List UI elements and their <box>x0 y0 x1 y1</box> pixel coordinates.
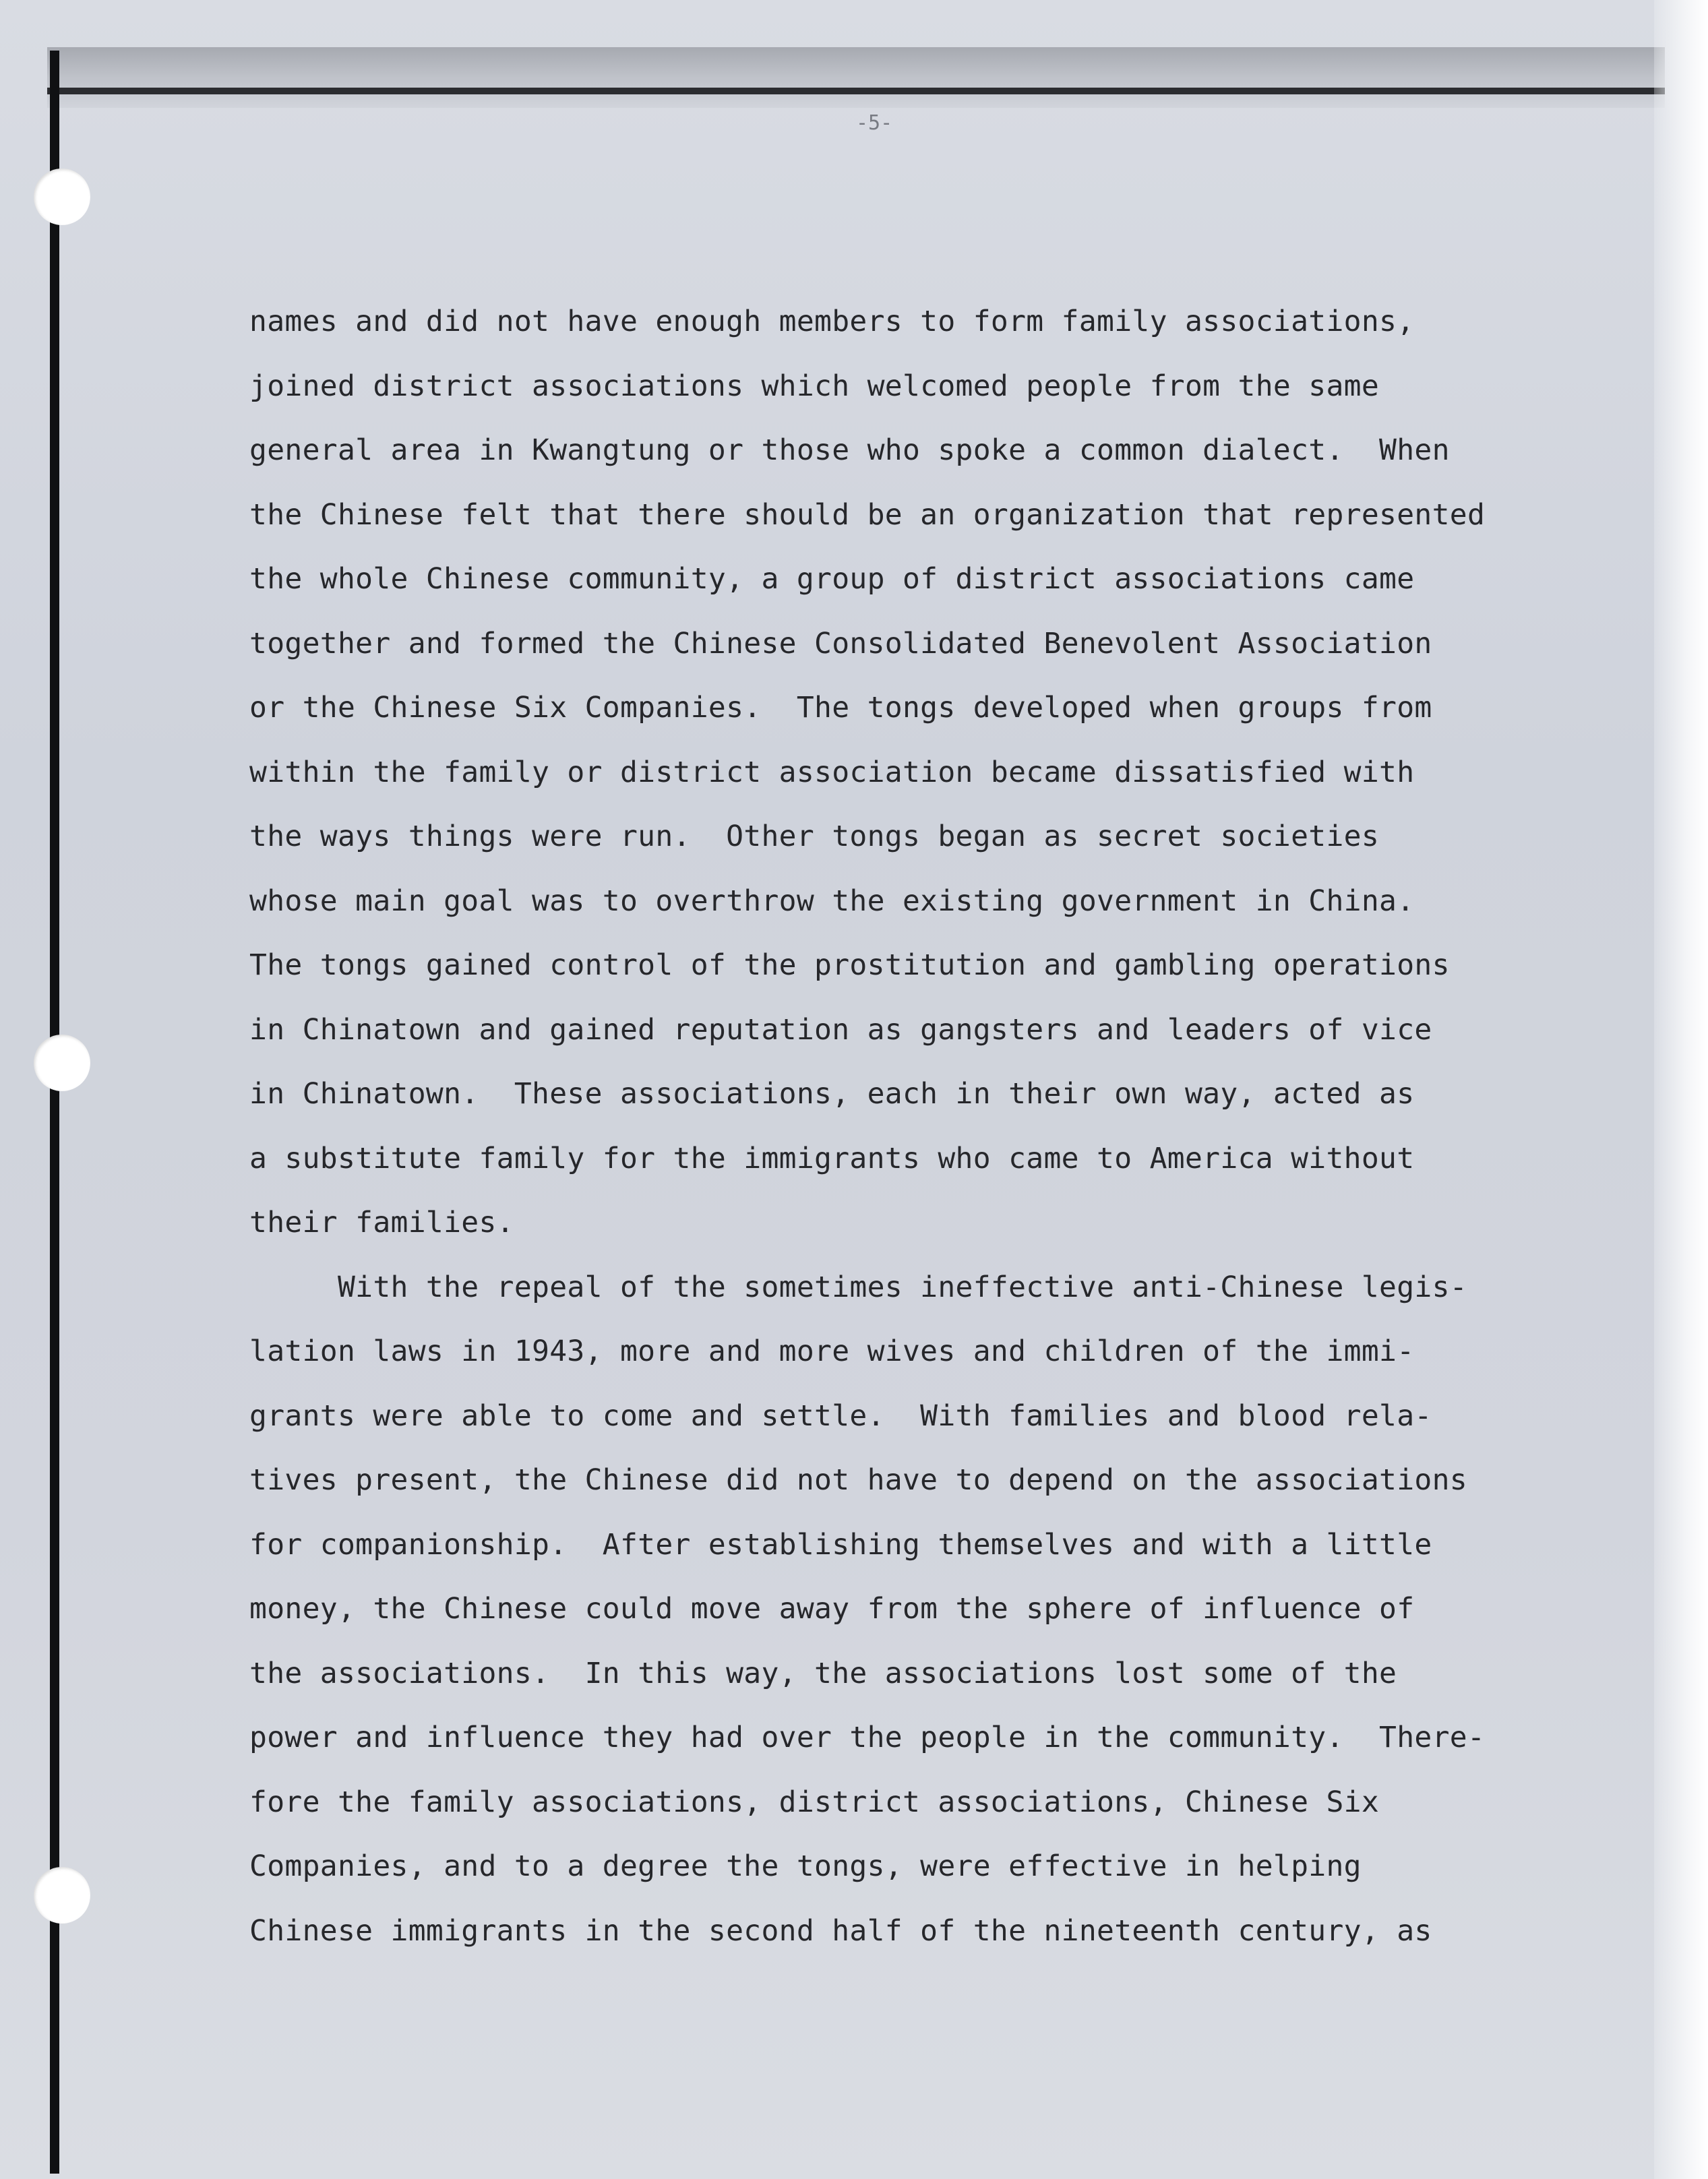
left-binding-edge <box>50 51 59 2174</box>
text-line: for companionship. After establishing themselves and with a little <box>249 1527 1432 1562</box>
text-line: names and did not have enough members to form family associations, <box>249 305 1415 338</box>
text-line: fore the family associations, district associations, Chinese Six <box>249 1785 1380 1819</box>
body-text <box>249 290 1631 1963</box>
text-line: money, the Chinese could move away from the sphere of influence of <box>249 1592 1415 1626</box>
text-line: grants were able to come and settle. With families and blood rela- <box>249 1399 1432 1433</box>
text-line: the ways things were run. Other tongs began as secret societies <box>249 820 1380 853</box>
text-line: joined district associations which welcomed people from the same <box>249 369 1380 403</box>
text-line: With the repeal of the sometimes ineffective anti-Chinese legis- <box>249 1270 1467 1304</box>
paper-right-edge <box>1654 0 1708 2179</box>
text-line: their families. <box>249 1206 514 1239</box>
text-line: general area in Kwangtung or those who spoke a common dialect. When <box>249 433 1450 467</box>
text-line: a substitute family for the immigrants who came to America without <box>249 1141 1415 1175</box>
text-line: in Chinatown and gained reputation as gangsters and leaders of vice <box>249 1012 1432 1047</box>
text-line: or the Chinese Six Companies. The tongs developed when groups from <box>249 691 1432 725</box>
text-line: tives present, the Chinese did not have to depend on the associations <box>249 1463 1467 1497</box>
text-line: within the family or district association became dissatisfied with <box>249 755 1415 789</box>
text-line: The tongs gained control of the prostitution and gambling operations <box>249 948 1450 982</box>
page-number: -5- <box>856 111 893 135</box>
text-line: the whole Chinese community, a group of district associations came <box>249 562 1415 596</box>
text-line: the Chinese felt that there should be an organization that represented <box>249 497 1486 532</box>
text-line: Chinese immigrants in the second half of the nineteenth century, as <box>249 1913 1432 1948</box>
text-line: the associations. In this way, the associations lost some of the <box>249 1656 1397 1690</box>
top-rule <box>47 88 1665 94</box>
text-line: in Chinatown. These associations, each in their own way, acted as <box>249 1077 1415 1111</box>
text-line: together and formed the Chinese Consolidated Benevolent Association <box>249 626 1432 661</box>
punch-hole-middle <box>34 1035 90 1091</box>
text-line: whose main goal was to overthrow the existing government in China. <box>249 884 1415 918</box>
punch-hole-bottom <box>34 1867 90 1924</box>
text-line: power and influence they had over the people in the community. There- <box>249 1721 1486 1754</box>
text-line: Companies, and to a degree the tongs, were effective in helping <box>249 1849 1362 1883</box>
text-line: lation laws in 1943, more and more wives and children of the immi- <box>249 1334 1415 1368</box>
scan-shadow-strip <box>47 47 1665 108</box>
punch-hole-top <box>34 168 90 225</box>
